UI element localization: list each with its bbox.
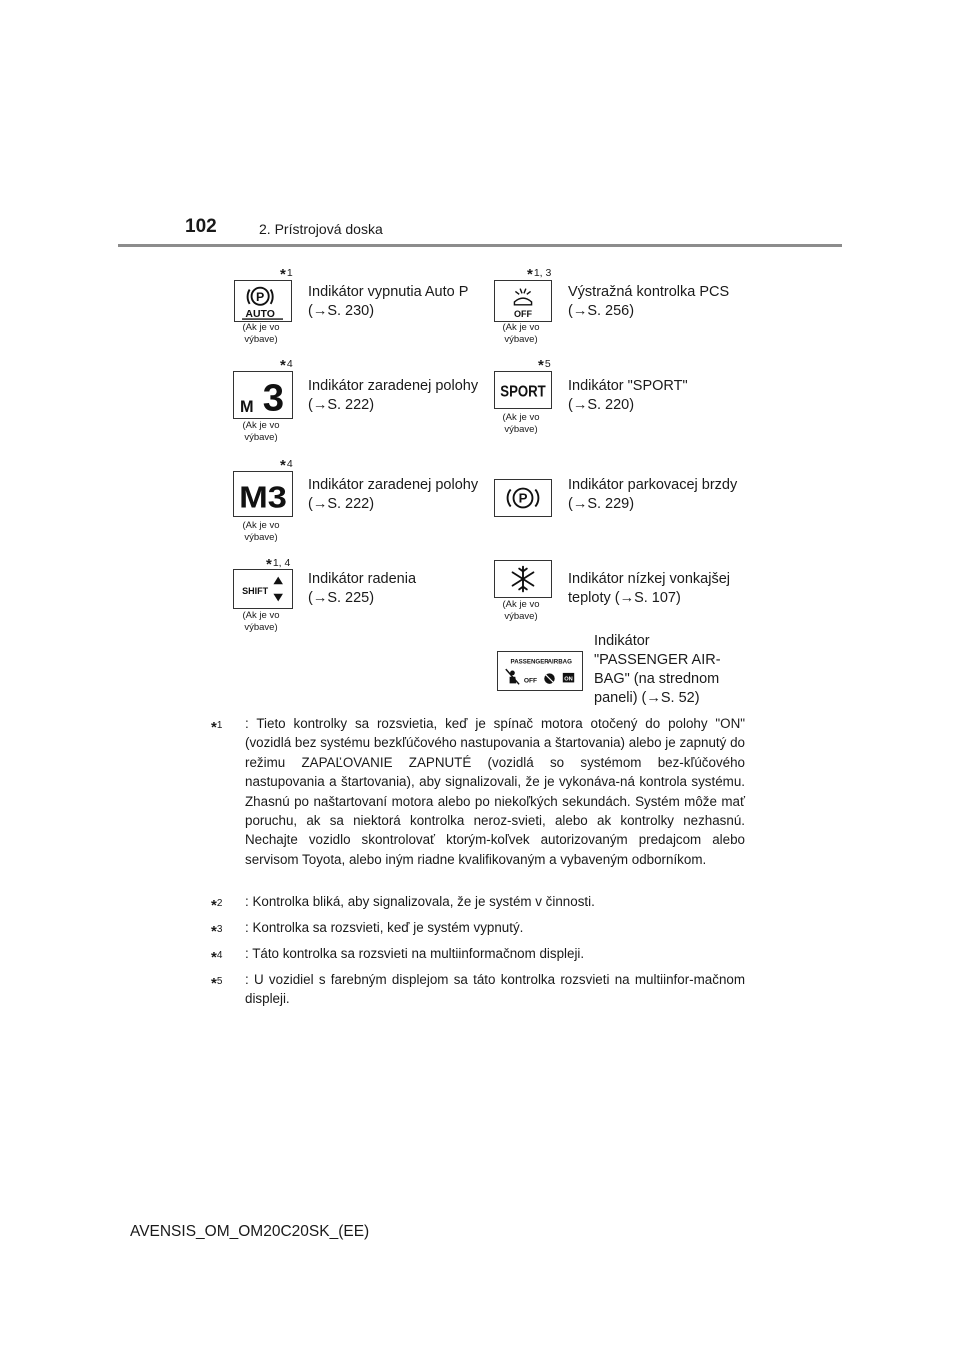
indicator-description: Indikátor zaradenej polohy (→S. 222)	[308, 378, 479, 413]
svg-text:P: P	[256, 290, 265, 304]
indicator-description: Indikátor radenia (→S. 225)	[308, 571, 417, 606]
document-code: AVENSIS_OM_OM20C20SK_(EE)	[130, 1223, 370, 1240]
page-number: 102	[185, 216, 217, 237]
indicator-description: Indikátor "SPORT" (→S. 220)	[568, 378, 688, 413]
availability-note: (Ak je vo výbave)	[502, 322, 540, 345]
passenger-airbag-icon	[497, 651, 583, 691]
availability-note: (Ak je vo výbave)	[502, 412, 540, 435]
indicator-description: Indikátor parkovacej brzdy (→S. 229)	[568, 477, 738, 512]
indicator-description: Výstražná kontrolka PCS (→S. 256)	[568, 284, 730, 319]
footnote-marker: *1	[280, 266, 293, 283]
on-label: ON	[564, 676, 573, 683]
footnote-5: *5 : U vozidiel s farebným displejom sa táto kontrolka rozsvieti na multiinfor-mačnom displeji.	[211, 972, 745, 1007]
indicator-description: Indikátor nízkej vonkajšej teploty (→S. 107)	[568, 571, 730, 606]
availability-note: (Ak je vo výbave)	[242, 520, 280, 543]
pcs-warning-off-icon	[494, 280, 552, 322]
gear-number: 3	[262, 376, 285, 418]
m-label: M	[240, 398, 254, 417]
passenger-label: PASSENGER	[510, 658, 549, 666]
availability-note: (Ak je vo výbave)	[242, 420, 280, 443]
availability-note: (Ak je vo výbave)	[502, 599, 540, 622]
footnote-3: *3 : Kontrolka sa rozsvieti, keď je systém vypnutý.	[211, 920, 524, 940]
footnote-marker: *4	[280, 457, 293, 474]
footnote-1: *1 : Tieto kontrolky sa rozsvietia, keď je spínač motora otočený do polohy "ON" (vozidlá bez systému bezkľúčového nastupovania a štartovania) alebo je zapnutý do režimu ZAPAĽOVANIE ZAPNUTÉ (vozidlá so systémom bez-kľúčového nastupovania a štartovania), aby signalizovali, že je vykonáva-ná kontrola systému. Zhasnú po naštartovaní motora alebo po niekoľkých sekundách. Systém môže mať poruchu, ak sa niektorá kontrolka neroz-svieti, alebo ak kontrolky nezhasnú. Nechajte vozidlo skontrolovať ktorým-koľvek autorizovaným predajcom alebo servisom Toyota, alebo iným riadne kvalifikovaným a vybaveným odborníkom.	[211, 716, 745, 867]
low-temperature-icon	[494, 560, 552, 598]
airbag-label: AIRBAG	[547, 658, 572, 666]
sport-label: SPORT	[500, 382, 546, 401]
footnote-marker: *1, 4	[266, 556, 291, 573]
indicator-description: Indikátor "PASSENGER AIR- BAG" (na strednom paneli) (→S. 52)	[594, 633, 721, 706]
footnote-marker: *5	[538, 357, 551, 374]
indicator-description: Indikátor vypnutia Auto P (→S. 230)	[308, 284, 469, 319]
footnote-marker: *1, 3	[527, 266, 552, 283]
footnote-4: *4 : Táto kontrolka sa rozsvieti na multiinformačnom displeji.	[211, 946, 585, 966]
sport-icon	[494, 371, 552, 409]
indicator-description: Indikátor zaradenej polohy (→S. 222)	[308, 477, 479, 512]
shift-label: SHIFT	[242, 585, 269, 596]
footnote-marker: *4	[280, 357, 293, 374]
parking-brake-icon	[494, 479, 552, 517]
off-label: OFF	[513, 309, 533, 320]
auto-p-off-icon	[234, 280, 292, 322]
section-title: 2. Prístrojová doska	[259, 221, 383, 237]
off-label: OFF	[523, 677, 538, 685]
m3-label: M3	[239, 480, 287, 515]
m3-gear-icon	[233, 471, 293, 517]
availability-note: (Ak je vo výbave)	[242, 610, 280, 633]
header-divider	[118, 244, 842, 247]
svg-text:P: P	[518, 490, 528, 506]
auto-label: AUTO	[245, 309, 275, 321]
shift-indicator-icon	[233, 569, 293, 609]
availability-note: (Ak je vo výbave)	[242, 322, 280, 345]
footnote-2: *2 : Kontrolka bliká, aby signalizovala, že je systém v činnosti.	[211, 894, 595, 914]
m-gear-display-icon	[233, 371, 293, 419]
